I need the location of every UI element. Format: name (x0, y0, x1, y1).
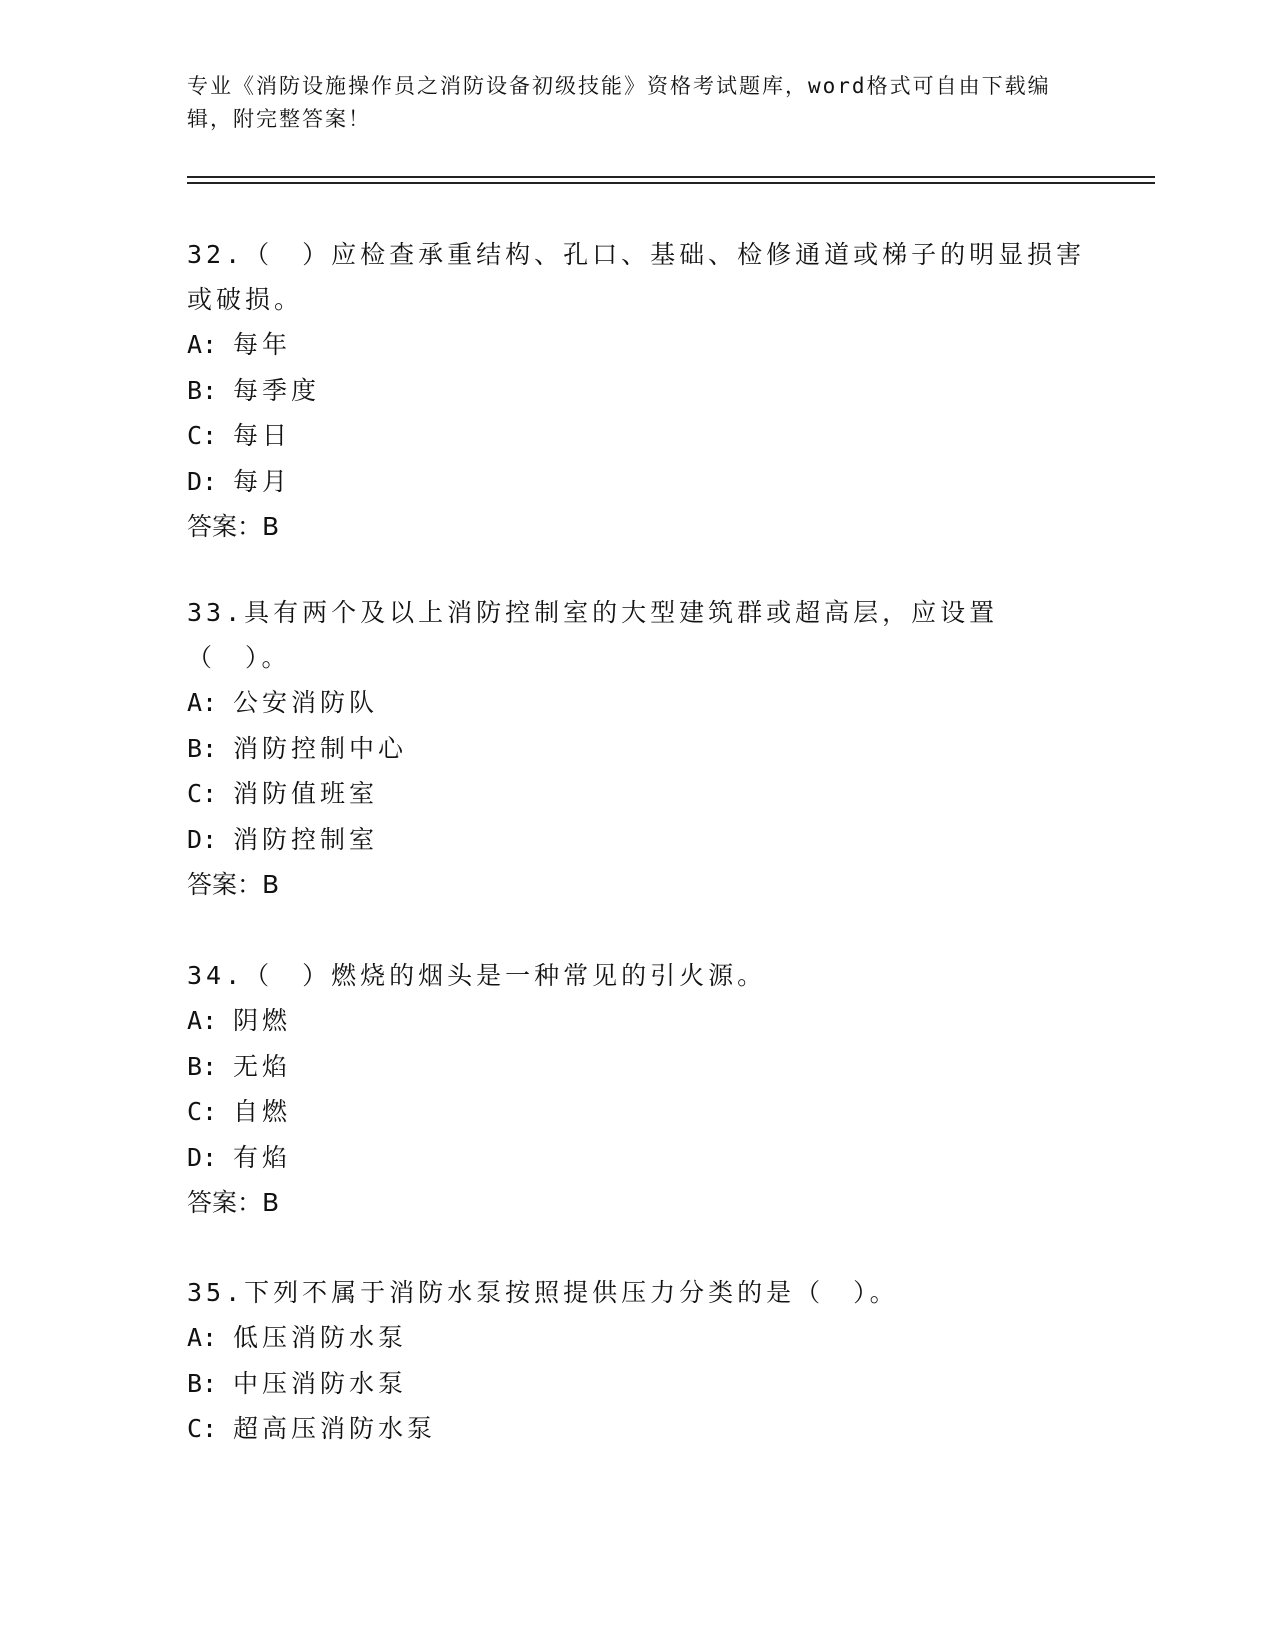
document-header: 专业《消防设施操作员之消防设备初级技能》资格考试题库，word格式可自由下载编辑，附完整答案！ (187, 74, 1051, 131)
option-a (187, 680, 1087, 726)
option-a (187, 1315, 1087, 1361)
option-a (187, 322, 1087, 368)
option-key: C: (187, 1097, 218, 1126)
option-c (187, 1406, 1087, 1452)
option-text: 超高压消防水泵 (233, 1414, 437, 1443)
option-key: C: (187, 1414, 218, 1443)
question-35 (187, 1270, 1087, 1452)
option-key: A: (187, 330, 218, 359)
option-text: 自燃 (233, 1097, 292, 1126)
question-32 (187, 232, 1087, 549)
option-b (187, 368, 1087, 414)
question-stem: 32.（ ）应检查承重结构、孔口、基础、检修通道或梯子的明显损害或破损。 (187, 240, 1086, 314)
option-key: A: (187, 1323, 218, 1352)
header-divider-bottom (187, 182, 1155, 184)
question-stem: 34.（ ）燃烧的烟头是一种常见的引火源。 (187, 961, 767, 990)
option-key: A: (187, 688, 218, 717)
option-text: 低压消防水泵 (233, 1323, 408, 1352)
option-key: C: (187, 421, 218, 450)
answer-line: 答案：B (187, 1188, 280, 1217)
option-c (187, 1089, 1087, 1135)
option-key: A: (187, 1006, 218, 1035)
option-key: D: (187, 1142, 218, 1172)
option-text: 每日 (233, 421, 292, 450)
option-text: 公安消防队 (233, 688, 379, 717)
option-key: B: (187, 1051, 218, 1081)
option-text: 消防值班室 (233, 779, 379, 808)
option-text: 有焰 (233, 1142, 292, 1172)
option-text: 无焰 (233, 1051, 292, 1081)
option-text: 阴燃 (233, 1006, 292, 1035)
question-34 (187, 953, 1087, 1225)
option-b (187, 1044, 1087, 1090)
option-c (187, 413, 1087, 459)
header-divider-top (187, 176, 1155, 178)
option-d (187, 1135, 1087, 1181)
option-key: B: (187, 1368, 218, 1398)
option-key: B: (187, 733, 218, 763)
option-b (187, 1361, 1087, 1407)
question-stem: 33.具有两个及以上消防控制室的大型建筑群或超高层，应设置（ ）。 (187, 598, 999, 672)
answer-line: 答案：B (187, 512, 280, 541)
option-text: 每年 (233, 330, 292, 359)
option-key: C: (187, 779, 218, 808)
option-a (187, 998, 1087, 1044)
answer-line: 答案：B (187, 870, 280, 899)
question-33 (187, 590, 1087, 907)
option-key: D: (187, 466, 218, 496)
option-key: D: (187, 824, 218, 854)
option-b (187, 726, 1087, 772)
option-text: 每季度 (233, 375, 321, 405)
option-text: 消防控制室 (233, 824, 379, 854)
option-text: 消防控制中心 (233, 733, 408, 763)
option-text: 中压消防水泵 (233, 1368, 408, 1398)
option-c (187, 771, 1087, 817)
option-d (187, 459, 1087, 505)
option-d (187, 817, 1087, 863)
option-key: B: (187, 375, 218, 405)
option-text: 每月 (233, 466, 292, 496)
question-stem: 35.下列不属于消防水泵按照提供压力分类的是（ ）。 (187, 1278, 899, 1307)
